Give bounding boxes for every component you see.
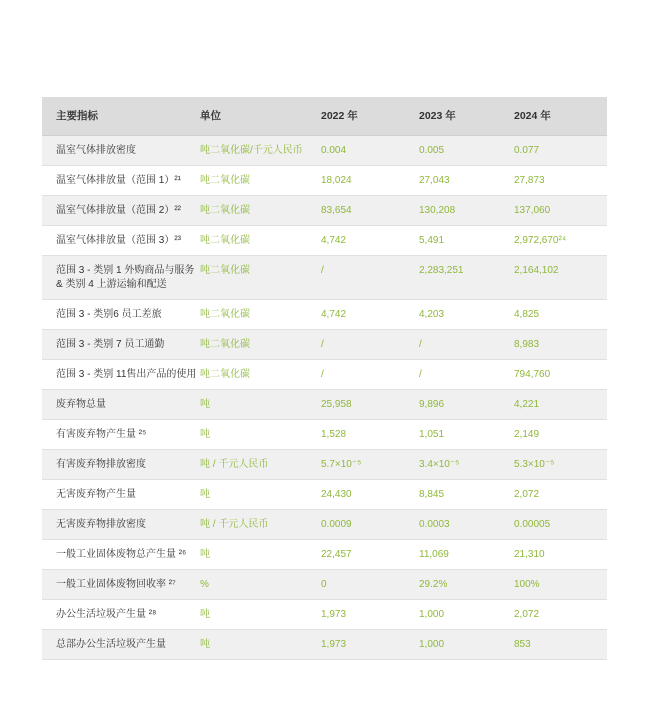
table-row <box>42 600 607 630</box>
cell-2024: 0.00005 <box>514 519 551 530</box>
cell-2023: 27,043 <box>419 175 450 186</box>
table-row <box>42 480 607 510</box>
cell-2024: 2,072 <box>514 489 540 500</box>
cell-2024: 853 <box>514 639 531 650</box>
cell-2024: 2,072 <box>514 609 540 620</box>
cell-2023: 9,896 <box>419 399 445 410</box>
cell-2023: 5,491 <box>419 235 445 246</box>
table-row <box>42 420 607 450</box>
cell-2022: 5.7×10⁻⁵ <box>321 459 362 470</box>
cell-2024: 5.3×10⁻⁵ <box>514 459 555 470</box>
cell-2024: 27,873 <box>514 175 545 186</box>
cell-unit: 吨二氧化碳 <box>200 369 250 380</box>
cell-unit: 吨 <box>200 549 210 560</box>
cell-indicator: 有害废弃物产生量 ²⁵ <box>56 429 147 440</box>
cell-2023: 0.005 <box>419 145 445 156</box>
table-row <box>42 540 607 570</box>
cell-indicator: 有害废弃物排放密度 <box>56 459 146 470</box>
cell-2024: 4,221 <box>514 399 540 410</box>
table-row <box>42 226 607 256</box>
cell-2022: 0 <box>321 579 327 590</box>
cell-2022: / <box>321 339 324 350</box>
cell-2024: 2,972,670²⁴ <box>514 235 567 246</box>
cell-2022: 25,958 <box>321 399 352 410</box>
cell-2022: 1,973 <box>321 639 347 650</box>
cell-2024: 8,983 <box>514 339 540 350</box>
cell-unit: 吨二氧化碳 <box>200 175 250 186</box>
table-row <box>42 256 607 300</box>
table-row <box>42 196 607 226</box>
cell-2024: 2,149 <box>514 429 540 440</box>
cell-unit: 吨二氧化碳 <box>200 235 250 246</box>
cell-2022: 1,973 <box>321 609 347 620</box>
table-row <box>42 630 607 660</box>
table-row <box>42 450 607 480</box>
cell-2022: 22,457 <box>321 549 352 560</box>
cell-2022: 18,024 <box>321 175 352 186</box>
cell-unit: 吨二氧化碳 <box>200 309 250 320</box>
cell-2022: 4,742 <box>321 235 347 246</box>
cell-2023: 3.4×10⁻⁵ <box>419 459 460 470</box>
cell-indicator: 范围 3 - 类别6 员工差旅 <box>56 309 162 320</box>
cell-unit: 吨 <box>200 639 210 650</box>
table-row <box>42 570 607 600</box>
cell-2024: 0.077 <box>514 145 540 156</box>
table-row <box>42 166 607 196</box>
cell-indicator: 办公生活垃圾产生量 ²⁸ <box>56 609 157 620</box>
header-indicator: 主要指标 <box>56 110 98 122</box>
table-row <box>42 300 607 330</box>
cell-2023: 4,203 <box>419 309 445 320</box>
table-row <box>42 330 607 360</box>
cell-indicator: 一般工业固体废物回收率 ²⁷ <box>56 579 176 590</box>
header-unit: 单位 <box>200 110 221 122</box>
cell-2023: / <box>419 369 422 380</box>
cell-unit: 吨 / 千元人民币 <box>200 519 269 530</box>
table-body <box>42 136 607 660</box>
cell-unit: % <box>200 579 209 590</box>
cell-unit: 吨 / 千元人民币 <box>200 459 269 470</box>
cell-indicator: 废弃物总量 <box>56 399 106 410</box>
cell-unit: 吨二氧化碳 <box>200 339 250 350</box>
cell-unit: 吨 <box>200 399 210 410</box>
table-row <box>42 360 607 390</box>
cell-unit: 吨 <box>200 489 210 500</box>
table-row <box>42 136 607 166</box>
table-row <box>42 510 607 540</box>
cell-unit: 吨二氧化碳 <box>200 265 250 276</box>
cell-2023: 130,208 <box>419 205 456 216</box>
cell-2023: 11,069 <box>419 549 449 560</box>
cell-indicator: 温室气体排放量（范围 1）²¹ <box>56 175 181 186</box>
cell-2022: 24,430 <box>321 489 352 500</box>
cell-2022: 0.004 <box>321 145 347 156</box>
cell-2022: / <box>321 265 324 276</box>
cell-2023: 1,000 <box>419 609 445 620</box>
cell-2023: 1,051 <box>419 429 445 440</box>
cell-unit: 吨 <box>200 429 210 440</box>
cell-2022: 1,528 <box>321 429 347 440</box>
cell-indicator: 范围 3 - 类别 1 外购商品与服务 & 类别 4 上游运输和配送 <box>56 265 195 290</box>
cell-2022: / <box>321 369 324 380</box>
table-row <box>42 390 607 420</box>
cell-indicator: 总部办公生活垃圾产生量 <box>56 639 166 650</box>
cell-2024: 794,760 <box>514 369 551 380</box>
cell-2024: 137,060 <box>514 205 551 216</box>
cell-2024: 21,310 <box>514 549 545 560</box>
cell-2024: 100% <box>514 579 540 590</box>
cell-indicator: 无害废弃物产生量 <box>56 489 136 500</box>
cell-2022: 83,654 <box>321 205 352 216</box>
cell-unit: 吨 <box>200 609 210 620</box>
cell-2023: 0.0003 <box>419 519 450 530</box>
cell-2023: 29.2% <box>419 579 448 590</box>
header-2022: 2022 年 <box>321 110 358 122</box>
header-2024: 2024 年 <box>514 110 551 122</box>
cell-indicator: 一般工业固体废物总产生量 ²⁶ <box>56 549 187 560</box>
cell-unit: 吨二氧化碳 <box>200 205 250 216</box>
cell-indicator: 范围 3 - 类别 7 员工通勤 <box>56 339 165 350</box>
cell-2024: 2,164,102 <box>514 265 559 276</box>
cell-2023: / <box>419 339 422 350</box>
indicators-table <box>42 97 607 660</box>
cell-2024: 4,825 <box>514 309 540 320</box>
cell-indicator: 温室气体排放量（范围 3）²³ <box>56 235 181 246</box>
cell-indicator: 范围 3 - 类别 11售出产品的使用 <box>56 369 197 380</box>
cell-unit: 吨二氧化碳/千元人民币 <box>200 145 303 156</box>
cell-2022: 0.0009 <box>321 519 352 530</box>
cell-indicator: 温室气体排放量（范围 2）²² <box>56 205 181 216</box>
cell-indicator: 无害废弃物排放密度 <box>56 519 146 530</box>
header-2023: 2023 年 <box>419 110 456 122</box>
cell-2023: 8,845 <box>419 489 445 500</box>
cell-2022: 4,742 <box>321 309 347 320</box>
cell-2023: 2,283,251 <box>419 265 464 276</box>
table-header-row <box>42 97 607 136</box>
cell-2023: 1,000 <box>419 639 445 650</box>
cell-indicator: 温室气体排放密度 <box>56 145 136 156</box>
